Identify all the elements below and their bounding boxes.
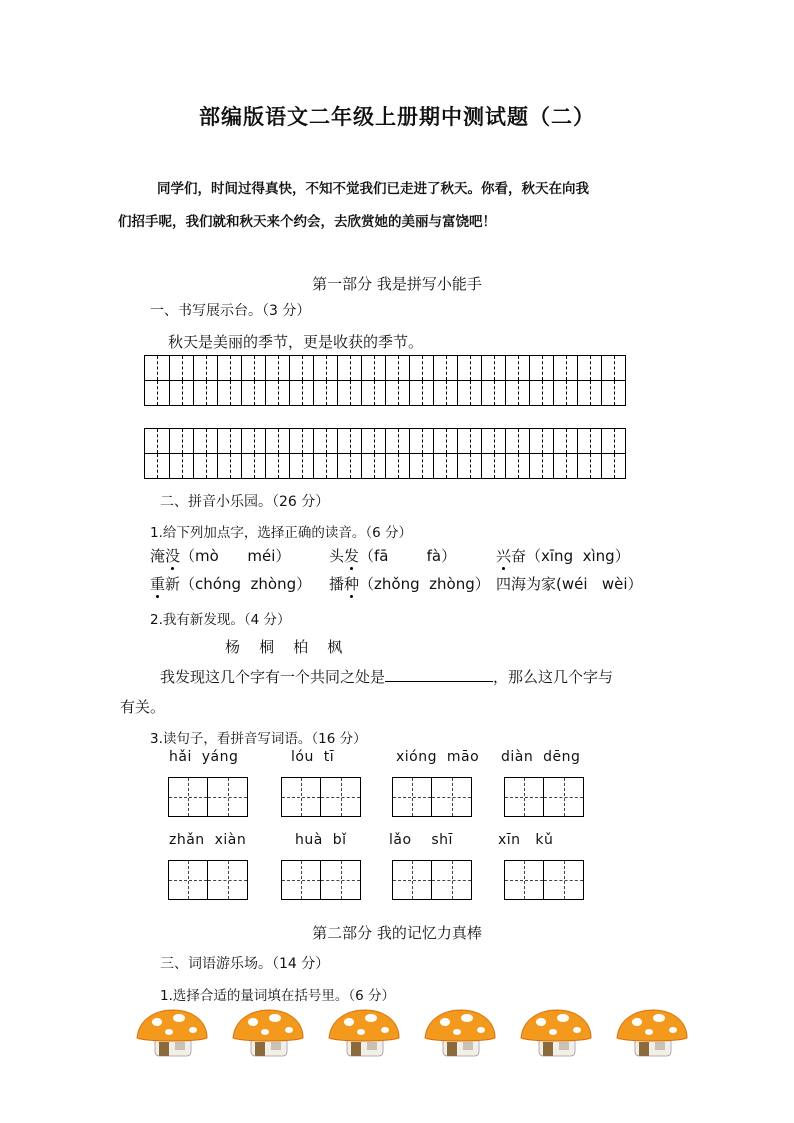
mushroom-house-icon — [327, 1008, 401, 1058]
tianzige-pair[interactable] — [504, 777, 584, 817]
pinyin-label: zhǎn xiàn — [169, 832, 247, 848]
mushroom-row — [135, 1008, 689, 1058]
q2-2-chars: 杨 桐 柏 枫 — [225, 638, 343, 656]
page-title: 部编版语文二年级上册期中测试题（二） — [199, 104, 595, 129]
pinyin-label: lóu tī — [291, 749, 335, 765]
intro-line-1: 同学们，时间过得真快，不知不觉我们已走进了秋天。你看，秋天在向我 — [157, 181, 589, 197]
tianzige-pair[interactable] — [392, 777, 472, 817]
reading-item: 头发（fā fà） — [329, 547, 457, 565]
q2-2-sentence-end: 有关。 — [120, 698, 166, 716]
grid-row[interactable] — [144, 428, 626, 454]
q1-title: 一、书写展示台。（3 分） — [150, 303, 311, 319]
tianzige-pair[interactable] — [281, 860, 361, 900]
reading-item: 兴奋（xīng xìng） — [496, 547, 630, 565]
writing-grid-2 — [144, 428, 626, 479]
q3-title: 三、词语游乐场。（14 分） — [160, 956, 330, 972]
part2-heading: 第二部分 我的记忆力真棒 — [312, 924, 482, 942]
mushroom-house-icon — [615, 1008, 689, 1058]
reading-item: 四海为家(wéi wèi） — [496, 575, 643, 593]
reading-item: 播种（zhǒng zhòng） — [329, 575, 490, 593]
q1-sentence: 秋天是美丽的季节，更是收获的季节。 — [168, 333, 424, 351]
answer-blank[interactable] — [385, 666, 493, 682]
writing-grid-1 — [144, 355, 626, 406]
q2-2-sentence: 我发现这几个字有一个共同之处是 ，那么这几个字与 — [160, 668, 614, 686]
q2-2-title: 2.我有新发现。（4 分） — [150, 612, 291, 628]
tianzige-pair[interactable] — [168, 777, 248, 817]
grid-row[interactable] — [144, 381, 626, 406]
tianzige-pair[interactable] — [392, 860, 472, 900]
reading-item: 重新（chóng zhòng） — [150, 575, 312, 593]
tianzige-pair[interactable] — [504, 860, 584, 900]
pinyin-label: huà bǐ — [295, 832, 347, 848]
q3-1-title: 1.选择合适的量词填在括号里。（6 分） — [160, 988, 396, 1004]
part1-heading: 第一部分 我是拼写小能手 — [312, 275, 482, 293]
grid-row[interactable] — [144, 355, 626, 381]
mushroom-house-icon — [519, 1008, 593, 1058]
pinyin-label: hǎi yáng — [169, 749, 239, 765]
pinyin-label: xióng māo — [396, 749, 480, 765]
mushroom-house-icon — [231, 1008, 305, 1058]
tianzige-pair[interactable] — [168, 860, 248, 900]
mushroom-house-icon — [423, 1008, 497, 1058]
intro-line-2: 们招手呢，我们就和秋天来个约会，去欣赏她的美丽与富饶吧！ — [118, 214, 496, 230]
pinyin-label: diàn dēng — [501, 749, 581, 765]
grid-row[interactable] — [144, 454, 626, 479]
pinyin-label: lǎo shī — [389, 832, 453, 848]
pinyin-label: xīn kǔ — [498, 832, 554, 848]
q2-3-title: 3.读句子，看拼音写词语。（16 分） — [150, 731, 367, 747]
q2-1-title: 1.给下列加点字，选择正确的读音。（6 分） — [150, 525, 413, 541]
mushroom-house-icon — [135, 1008, 209, 1058]
tianzige-pair[interactable] — [281, 777, 361, 817]
q2-title: 二、拼音小乐园。（26 分） — [160, 494, 330, 510]
reading-item: 淹没（mò méi） — [150, 547, 291, 565]
